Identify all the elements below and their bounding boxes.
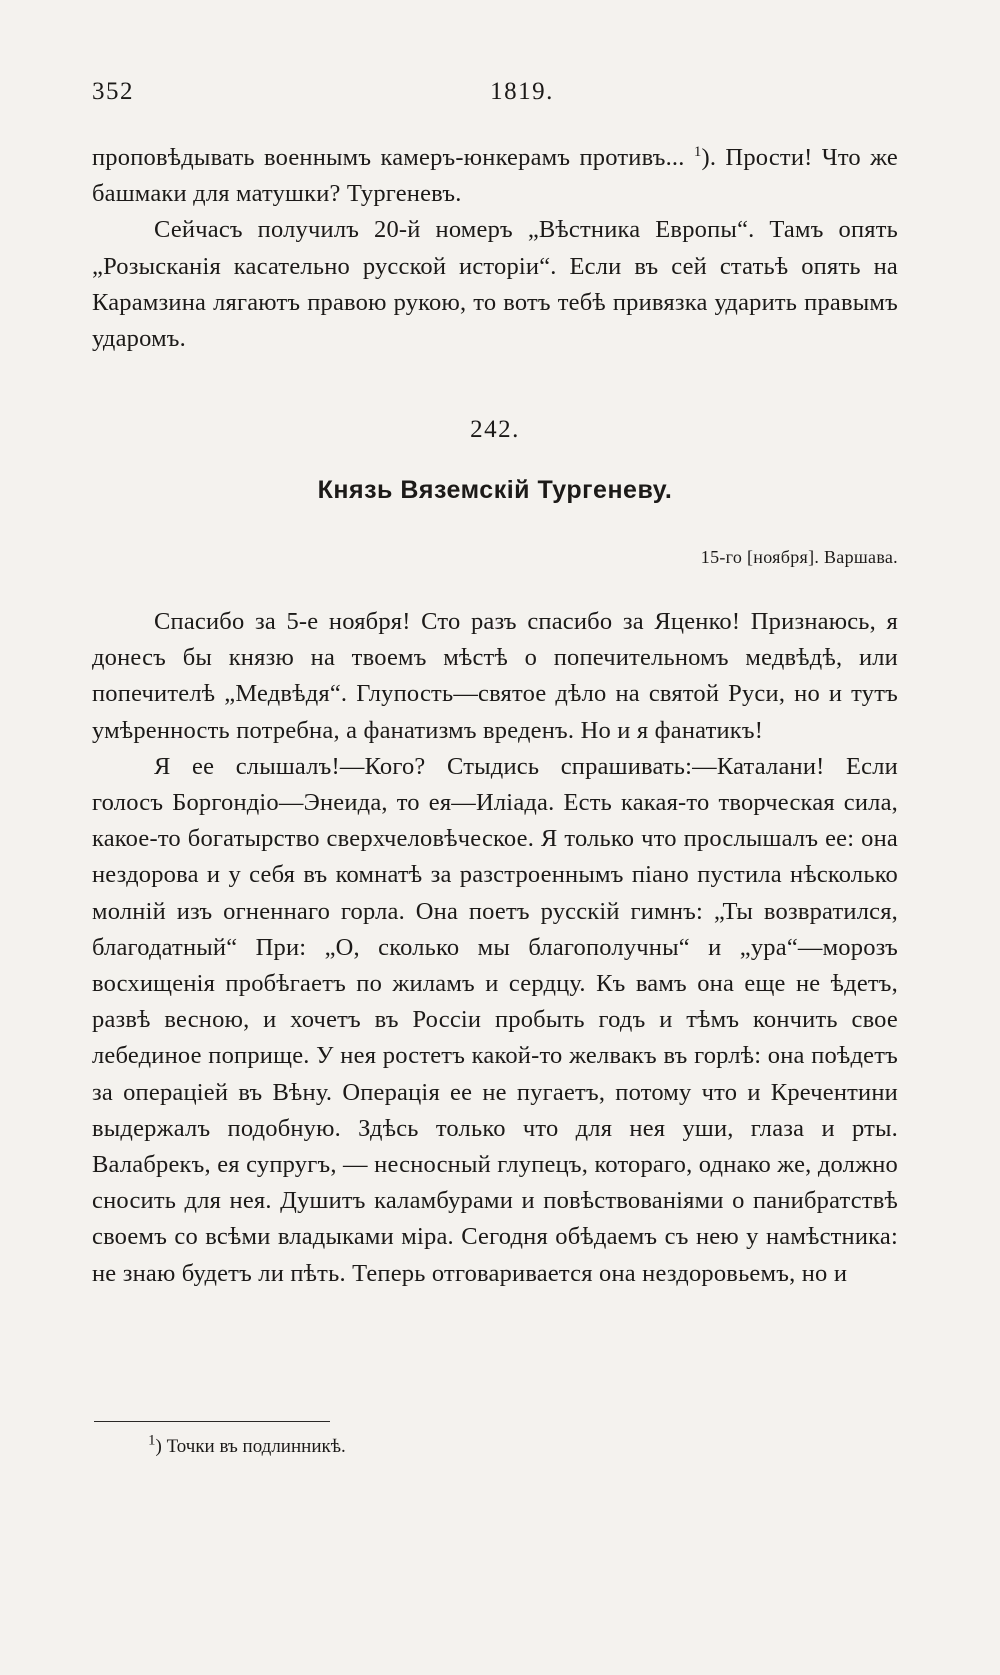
- paragraph-text: проповѣдывать военнымъ камеръ-юнкерамъ противъ...: [92, 144, 694, 171]
- footnote-divider: [94, 1421, 330, 1422]
- continuation-text: [92, 140, 898, 357]
- footnote-marker: 1: [148, 1432, 156, 1449]
- letter-body: [92, 604, 898, 1292]
- paragraph: Я ее слышалъ!—Кого? Стыдись спрашивать:—Каталани! Если голосъ Боргондіо—Энеида, то ея—Иліада. Есть какая-то творческая сила, какое-то богатырство сверхчеловѣческое. Я только что прослышалъ ее: она нездорова и у себя въ комнатѣ за разстроеннымъ піано пустила нѣсколько молній изъ огненнаго горла. Она поетъ русскій гимнъ: „Ты возвратился, благодатный“ При: „О, сколько мы благополучны“ и „ура“—морозъ восхищенія пробѣгаетъ по жиламъ и сердцу. Къ вамъ она еще не ѣдетъ, развѣ весною, и хочетъ въ Россіи пробыть годъ и тѣмъ кончить свое лебединое поприще. У нея ростетъ какой-то желвакъ въ горлѣ: она поѣдетъ за операціей въ Вѣну. Операція ее не пугаетъ, потому что и Кречентини выдержалъ подобную. Здѣсь только что для нея уши, глаза и рты. Валабрекъ, ея супругъ, — несносный глупецъ, котораго, однако же, должно сносить для нея. Душитъ каламбурами и повѣствованіями о панибратствѣ своемъ со всѣми владыками міра. Сегодня обѣдаемъ съ нею у намѣстника: не знаю будетъ ли пѣть. Теперь отговаривается она нездоровьемъ, но и: [92, 752, 898, 1287]
- page-number: 352: [92, 78, 134, 105]
- footnote-text: ) Точки въ подлинникѣ.: [155, 1436, 346, 1457]
- running-head-year: 1819.: [490, 78, 554, 105]
- footnote-reference: 1: [693, 143, 702, 160]
- continuation-paragraph: [92, 140, 898, 212]
- letter-heading: Князь Вяземскій Тургеневу.: [317, 476, 673, 504]
- letter-dateline: 15-го [ноября]. Варшава.: [700, 547, 898, 567]
- paragraph-text: ). Прости! Что же башмаки для матушки? Тургеневъ.: [92, 144, 898, 208]
- paragraph: Сейчасъ получилъ 20-й номеръ „Вѣстника Европы“. Тамъ опять „Розысканія касательно русской исторіи“. Если въ сей статьѣ опять на Карамзина лягаютъ правою рукою, то вотъ тебѣ привязка ударить правымъ ударомъ.: [92, 216, 898, 353]
- footnote: [148, 1432, 346, 1458]
- paragraph: Спасибо за 5-е ноября! Сто разъ спасибо за Яценко! Признаюсь, я донесъ бы князю на твоемъ мѣстѣ о попечительномъ медвѣдѣ, или попечителѣ „Медвѣдя“. Глупость—святое дѣло на святой Руси, но и тутъ умѣренность потребна, а фанатизмъ вреденъ. Но и я фанатикъ!: [92, 608, 898, 744]
- letter-number: 242.: [470, 416, 520, 443]
- running-head: [92, 78, 900, 114]
